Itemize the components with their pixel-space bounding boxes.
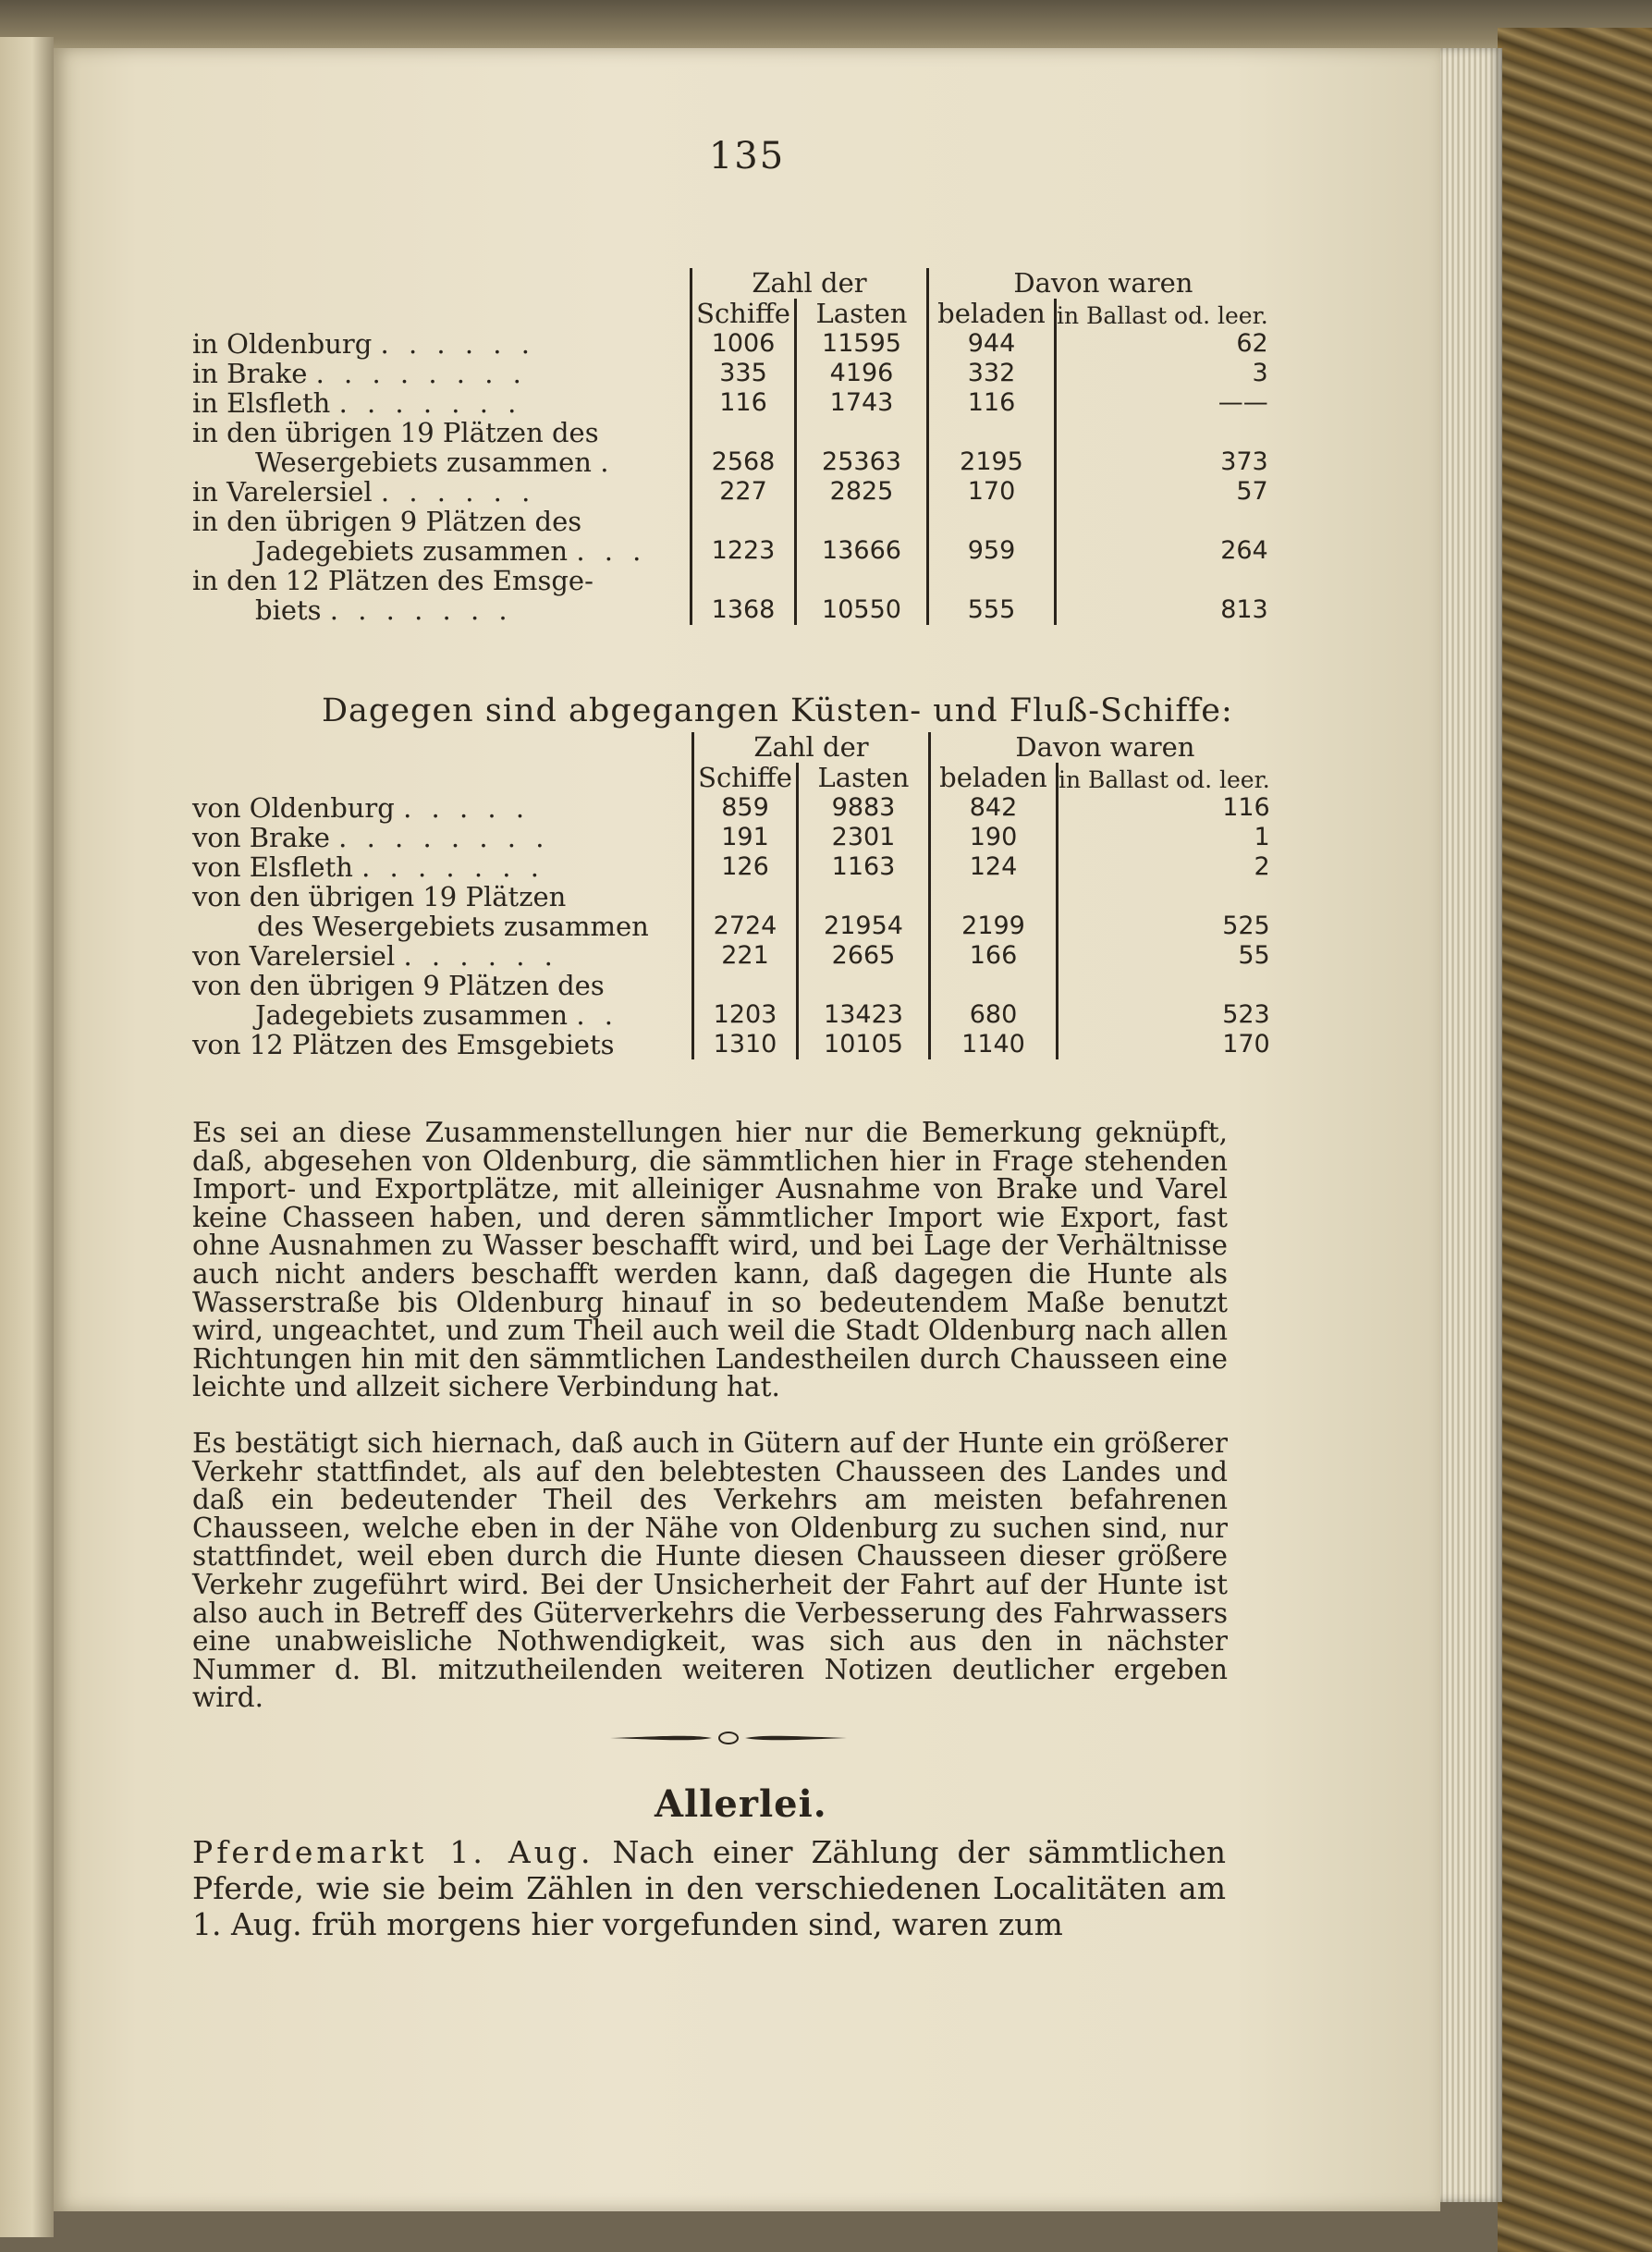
cell-beladen: 190 [930,823,1058,852]
row-label: von Elsfleth [192,851,353,883]
header-davon-waren: Davon waren [928,268,1278,299]
table-row [192,882,1279,912]
header-beladen: beladen [930,763,1058,793]
body-paragraph: Es sei an diese Zusammenstellungen hier nur die Bemerkung geknüpft, daß, abgesehen von Oldenburg, die sämmtlichen hier in Frage stehenden Import- und Exportplätze, mit alleiniger Ausnahme von Brake und Varel keine Chasseen haben, und deren sämmtlicher Import wie Export, fast ohne Ausnahmen zu Wasser beschafft wird, und bei Lage der Verhältnisse auch nicht anders beschafft werden kann, daß dagegen die Hunte als Wasserstraße bis Oldenburg hinauf in so bedeutendem Maße benutzt wird, ungeachtet, und zum Theil auch weil die Stadt Oldenburg nach allen Richtungen hin mit den sämmtlichen Landestheilen durch Chausseen eine leichte und allzeit sichere Verbindung hat. [192,1117,1228,1403]
header-zahl-der: Zahl der [691,268,928,299]
cell-ballast: 116 [1058,793,1279,823]
cell-beladen: 680 [930,1000,1058,1030]
cell-ballast: 813 [1056,595,1278,625]
book-cover-edge [1498,28,1652,2252]
table-row [192,793,1279,823]
cell-schiffe: 1223 [691,536,796,566]
row-label: Jadegebiets zusammen [255,999,569,1031]
book-binding-top [0,0,1652,54]
body-paragraph: Es bestätigt sich hiernach, daß auch in Gütern auf der Hunte ein größerer Verkehr stattfindet, als auf den belebtesten Chausseen des Landes und daß ein bedeutender Theil des Verkehrs am meisten befahrenen Chausseen, welche eben in der Nähe von Oldenburg zu suchen sind, nur stattfindet, weil eben durch die Hunte diesen Chausseen dieser größere Verkehr zugeführt wird. Bei der Unsicherheit der Fahrt auf der Hunte ist also auch in Betreff des Güterverkehrs die Verbesserung des Fahrwassers eine unabweisliche Nothwendigkeit, was sich aus den in nächster Nummer d. Bl. mitzutheilenden weiteren Notizen deutlicher ergeben wird. [192,1427,1228,1714]
cell-schiffe: 191 [693,823,798,852]
cell-beladen: 2199 [930,912,1058,941]
row-leader-dots: . . . . . . . [329,594,513,626]
departures-table [192,732,1279,1059]
header-beladen: beladen [928,299,1056,329]
cell-schiffe: 2568 [691,447,796,477]
cell-beladen: 959 [928,536,1056,566]
cell-schiffe: 116 [691,388,796,418]
cell-ballast: —— [1056,388,1278,418]
row-leader-dots: . . . . . . [380,328,535,360]
cell-lasten: 9883 [798,793,930,823]
cell-ballast: 62 [1056,329,1278,359]
page-stack-edges [1438,48,1502,2202]
cell-beladen: 332 [928,359,1056,388]
row-leader-dots: . . . . . . [380,476,536,508]
section-heading: Allerlei. [655,1782,827,1826]
row-leader-dots: . . . . . . . . [338,822,550,853]
divider-ornament [608,1727,849,1749]
cell-beladen: 555 [928,595,1056,625]
table-row [192,823,1279,852]
body-paragraph [192,1834,1226,1942]
cell-lasten: 2301 [798,823,930,852]
cell-ballast: 1 [1058,823,1279,852]
cell-lasten: 10105 [798,1030,930,1059]
cell-schiffe: 1203 [693,1000,798,1030]
cell-beladen: 1140 [930,1030,1058,1059]
cell-ballast: 2 [1058,852,1279,882]
header-ballast: in Ballast od. leer. [1056,299,1278,329]
row-label: Wesergebiets zusammen [255,447,592,478]
cell-ballast: 3 [1056,359,1278,388]
cell-lasten: 25363 [796,447,928,477]
scanned-page [54,48,1440,2211]
cell-schiffe: 1310 [693,1030,798,1059]
table-subheader-row [192,299,1278,329]
cell-schiffe: 1368 [691,595,796,625]
header-davon-waren: Davon waren [930,732,1279,763]
table-row [192,1000,1279,1030]
header-lasten: Lasten [798,763,930,793]
cell-schiffe: 335 [691,359,796,388]
table-header-row [192,268,1278,299]
cell-ballast: 57 [1056,477,1278,507]
row-label: in Varelersiel [192,476,373,508]
cell-beladen: 944 [928,329,1056,359]
paragraph-text: Nach einer Zählung der sämmtlichen Pferde, wie sie beim Zählen in den verschiedenen Localitäten am 1. Aug. früh morgens hier vorgefunden sind, waren zum [192,1834,1226,1942]
table-row [192,477,1278,507]
table-row [192,566,1278,595]
row-leader-dots: . . [576,999,618,1031]
page-number: 135 [708,135,786,177]
row-leader-dots: . . . . . [403,792,531,824]
table-row [192,971,1279,1000]
row-leader-dots: . . . . . . . [361,851,545,883]
table-row [192,852,1279,882]
row-label: des Wesergebiets zusammen [257,911,649,942]
row-label: von Brake [192,822,330,853]
cell-beladen: 124 [930,852,1058,882]
table-header-row [192,732,1279,763]
departures-caption: Dagegen sind abgegangen Küsten- und Fluß-Schiffe: [322,692,1233,729]
table-row [192,536,1278,566]
row-label: von 12 Plätzen des Emsgebiets [192,1029,615,1060]
row-leader-dots: . . . . . . . . [315,358,527,389]
cell-beladen: 170 [928,477,1056,507]
table-subheader-row [192,763,1279,793]
cell-ballast: 523 [1058,1000,1279,1030]
cell-lasten: 10550 [796,595,928,625]
cell-ballast: 525 [1058,912,1279,941]
table-row [192,912,1279,941]
paragraph-lead: Pferdemarkt 1. Aug. [192,1834,594,1870]
row-label: in Oldenburg [192,328,373,360]
cell-schiffe: 1006 [691,329,796,359]
table-row [192,507,1278,536]
row-label: von den übrigen 9 Plätzen des [192,970,605,1001]
row-label: in den 12 Plätzen des Emsge- [192,565,593,596]
row-leader-dots: . . . . . . . [338,387,522,419]
table-row [192,359,1278,388]
table-row [192,388,1278,418]
row-leader-dots: . [600,447,615,478]
cell-lasten: 1163 [798,852,930,882]
cell-schiffe: 126 [693,852,798,882]
table-row [192,447,1278,477]
cell-ballast: 373 [1056,447,1278,477]
cell-ballast: 55 [1058,941,1279,971]
header-lasten: Lasten [796,299,928,329]
cell-ballast: 264 [1056,536,1278,566]
cell-beladen: 166 [930,941,1058,971]
cell-lasten: 11595 [796,329,928,359]
table-row [192,329,1278,359]
cell-lasten: 2665 [798,941,930,971]
row-label: von Oldenburg [192,792,395,824]
cell-schiffe: 221 [693,941,798,971]
cell-schiffe: 859 [693,793,798,823]
cell-lasten: 2825 [796,477,928,507]
row-label: in Brake [192,358,308,389]
table-row [192,595,1278,625]
row-leader-dots: . . . [576,535,647,567]
cell-lasten: 4196 [796,359,928,388]
cell-schiffe: 227 [691,477,796,507]
cell-lasten: 13666 [796,536,928,566]
table-row [192,1030,1279,1059]
header-zahl-der: Zahl der [693,732,930,763]
cell-lasten: 21954 [798,912,930,941]
row-label: biets [255,594,322,626]
cell-beladen: 116 [928,388,1056,418]
header-schiffe: Schiffe [693,763,798,793]
row-leader-dots: . . . . . . [403,940,558,972]
cell-beladen: 2195 [928,447,1056,477]
row-label: in den übrigen 9 Plätzen des [192,506,582,537]
table-row [192,941,1279,971]
row-label: in Elsfleth [192,387,331,419]
row-label: Jadegebiets zusammen [255,535,569,567]
cell-ballast: 170 [1058,1030,1279,1059]
cell-lasten: 1743 [796,388,928,418]
row-label: von Varelersiel [192,940,396,972]
cell-lasten: 13423 [798,1000,930,1030]
arrivals-table [192,268,1278,625]
row-label: von den übrigen 19 Plätzen [192,881,567,912]
row-label: in den übrigen 19 Plätzen des [192,417,599,448]
facing-page-edge [0,37,54,2237]
header-ballast: in Ballast od. leer. [1058,763,1279,793]
table-row [192,418,1278,447]
cell-beladen: 842 [930,793,1058,823]
cell-schiffe: 2724 [693,912,798,941]
header-schiffe: Schiffe [691,299,796,329]
